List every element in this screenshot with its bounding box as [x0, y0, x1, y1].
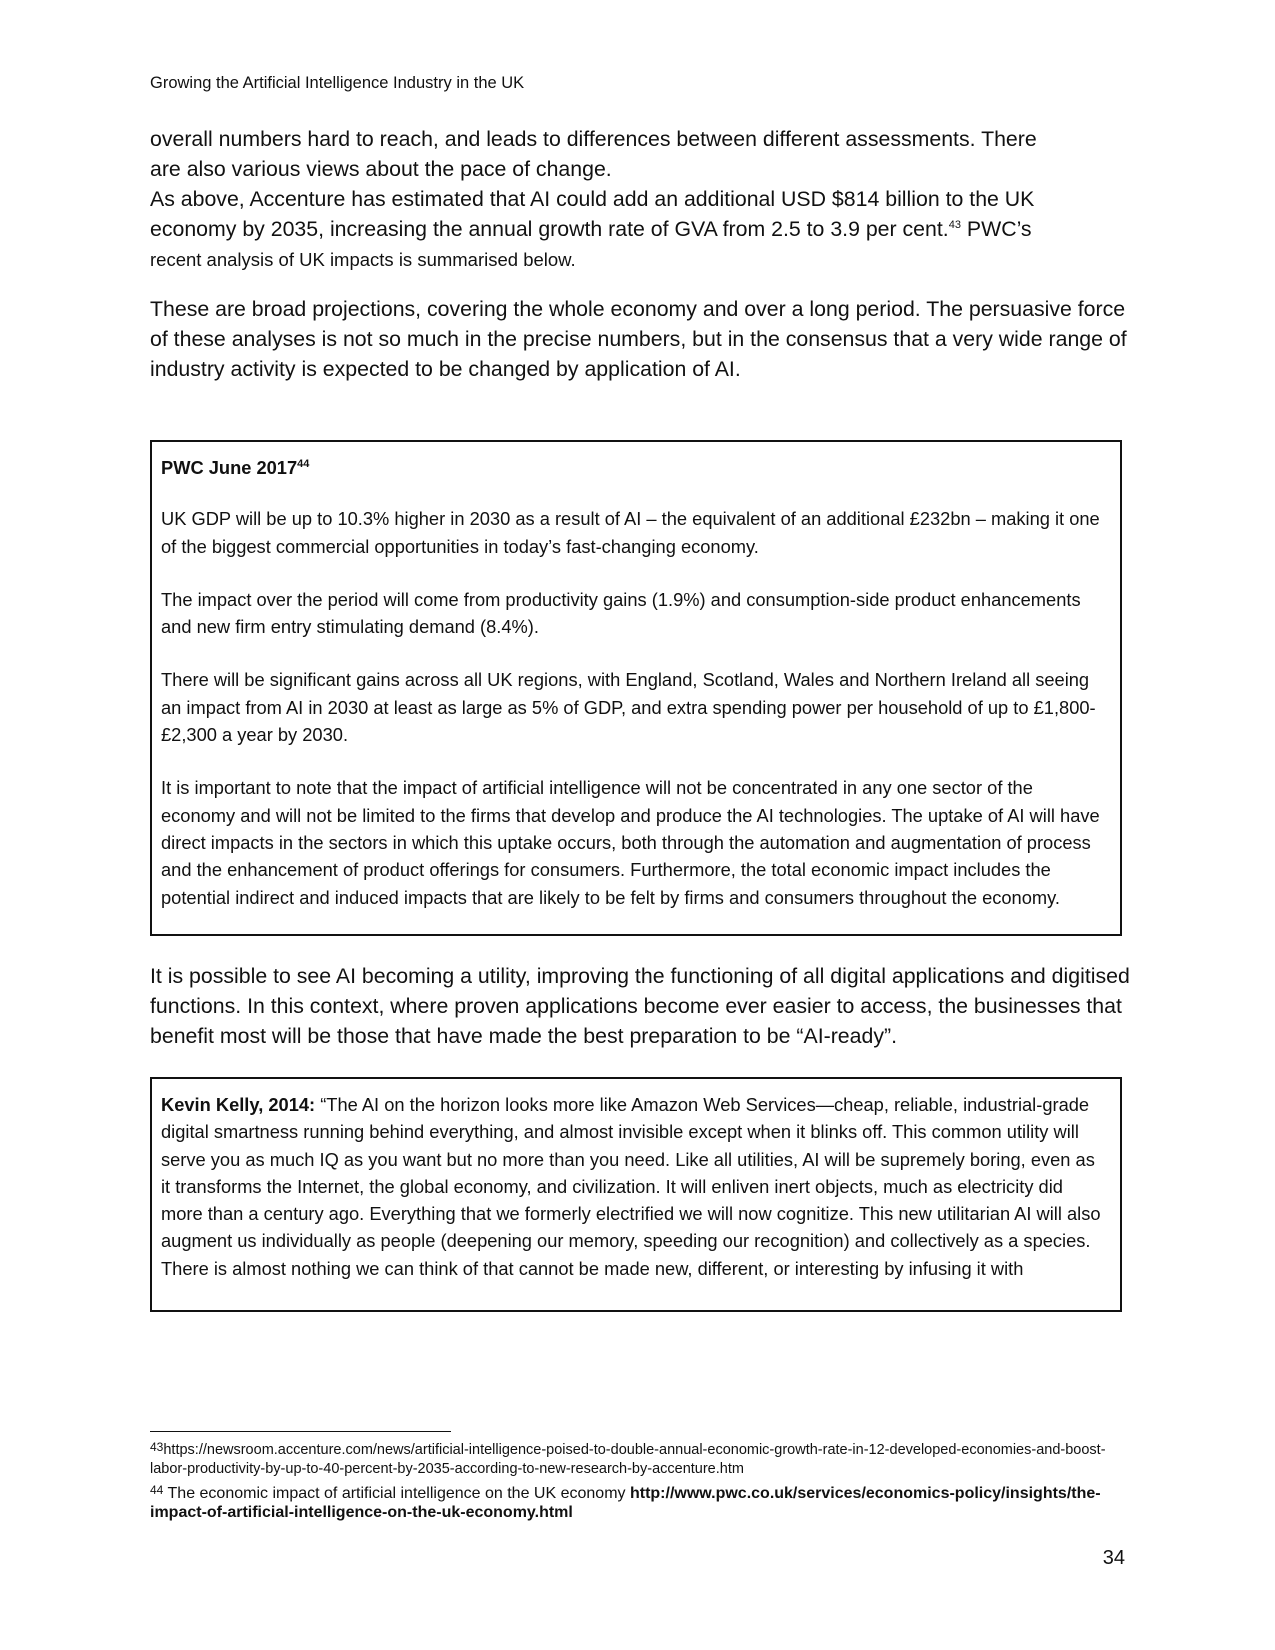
footnote-44-text: The economic impact of artificial intelligence on the UK economy [163, 1485, 630, 1502]
pwc-box-paragraph-regions: There will be significant gains across all UK regions, with England, Scotland, Wales and Northern Ireland all seeing an impact from AI in 2030 at least as large as 5% of GDP, and extra spending power per household of up to £1,800-£2,300 a year by 2030. [161, 669, 1096, 746]
paragraph-intro-line-2: are also various views about the pace of change. [150, 157, 612, 181]
paragraph-accenture-line-1: As above, Accenture has estimated that AI could add an additional USD $814 billion to the UK [150, 187, 1035, 211]
paragraph-accenture-line-2: economy by 2035, increasing the annual growth rate of GVA from 2.5 to 3.9 per cent. [150, 217, 949, 241]
paragraph-intro [150, 124, 1140, 275]
footnote-44-url[interactable]: http://www.pwc.co.uk/services/economics-policy/insights/the-impact-of-artificial-intelligence-on-the-uk-economy.html [150, 1485, 1101, 1521]
kelly-quote-text: “The AI on the horizon looks more like Amazon Web Services—cheap, reliable, industrial-grade digital smartness running behind everything, and almost invisible except when it blinks off. This common utility will serve you as much IQ as you want but no more than you need. Like all utilities, AI will be supremely boring, even as it transforms the Internet, the global economy, and civilization. It will enliven inert objects, much as electricity did more than a century ago. Everything that we formerly electrified we will now cognitize. This new utilitarian AI will also augment us individually as people (deepening our memory, speeding our recognition) and collectively as a species. There is almost nothing we can think of that cannot be made new, different, or interesting by infusing it with [161, 1094, 1101, 1279]
paragraph-projections: These are broad projections, covering the whole economy and over a long period. The persuasive force of these analyses is not so much in the precise numbers, but in the consensus that a very wide range of industry activity is expected to be changed by application of AI. [150, 297, 1127, 381]
footnote-44 [150, 1484, 1140, 1522]
footnote-ref-43[interactable]: 43 [948, 218, 961, 231]
kelly-quote-attribution: Kevin Kelly, 2014: [161, 1094, 316, 1115]
paragraph-accenture-line-3: recent analysis of UK impacts is summarised below. [150, 249, 576, 270]
pwc-box-paragraph-sectors: It is important to note that the impact of artificial intelligence will not be concentrated in any one sector of the economy and will not be limited to the firms that develop and produce the AI technologies. The uptake of AI will have direct impacts in the sectors in which this uptake occurs, both through the automation and augmentation of process and the enhancement of product offerings for consumers. Furthermore, the total economic impact includes the potential indirect and induced impacts that are likely to be felt by firms and consumers throughout the economy. [161, 777, 1100, 908]
footnote-44-marker: 44 [150, 1483, 164, 1497]
kelly-quote-box [150, 1077, 1122, 1312]
pwc-box-paragraph-impact: The impact over the period will come from productivity gains (1.9%) and consumption-side product enhancements and new firm entry stimulating demand (8.4%). [161, 588, 1081, 638]
footnote-43-marker: 43 [150, 1440, 164, 1454]
footnote-ref-44[interactable]: 44 [297, 457, 310, 470]
footnote-separator [150, 1431, 451, 1432]
page-number: 34 [1102, 1547, 1125, 1569]
paragraph-intro-line-1: overall numbers hard to reach, and leads to differences between different assessments. There [150, 127, 1037, 151]
pwc-callout-box [150, 440, 1122, 936]
pwc-box-paragraph-gdp: UK GDP will be up to 10.3% higher in 2030 as a result of AI – the equivalent of an additional £232bn – making it one of the biggest commercial opportunities in today’s fast-changing economy. [161, 508, 1100, 557]
pwc-box-title: PWC June 2017 [161, 457, 298, 478]
paragraph-accenture-tail: PWC’s [960, 217, 1032, 241]
footnote-43-url[interactable]: https://newsroom.accenture.com/news/artificial-intelligence-poised-to-double-annual-economic-growth-rate-in-12-developed-economies-and-boost-labor-productivity-by-up-to-40-percent-by-2035-according-to-new-research-by-accenture.htm [150, 1442, 1106, 1477]
running-header: Growing the Artificial Intelligence Industry in the UK [150, 74, 525, 92]
footnote-43 [150, 1441, 1140, 1479]
paragraph-ai-utility: It is possible to see AI becoming a utility, improving the functioning of all digital applications and digitised functions. In this context, where proven applications become ever easier to access, the businesses that benefit most will be those that have made the best preparation to be “AI-ready”. [150, 964, 1130, 1048]
